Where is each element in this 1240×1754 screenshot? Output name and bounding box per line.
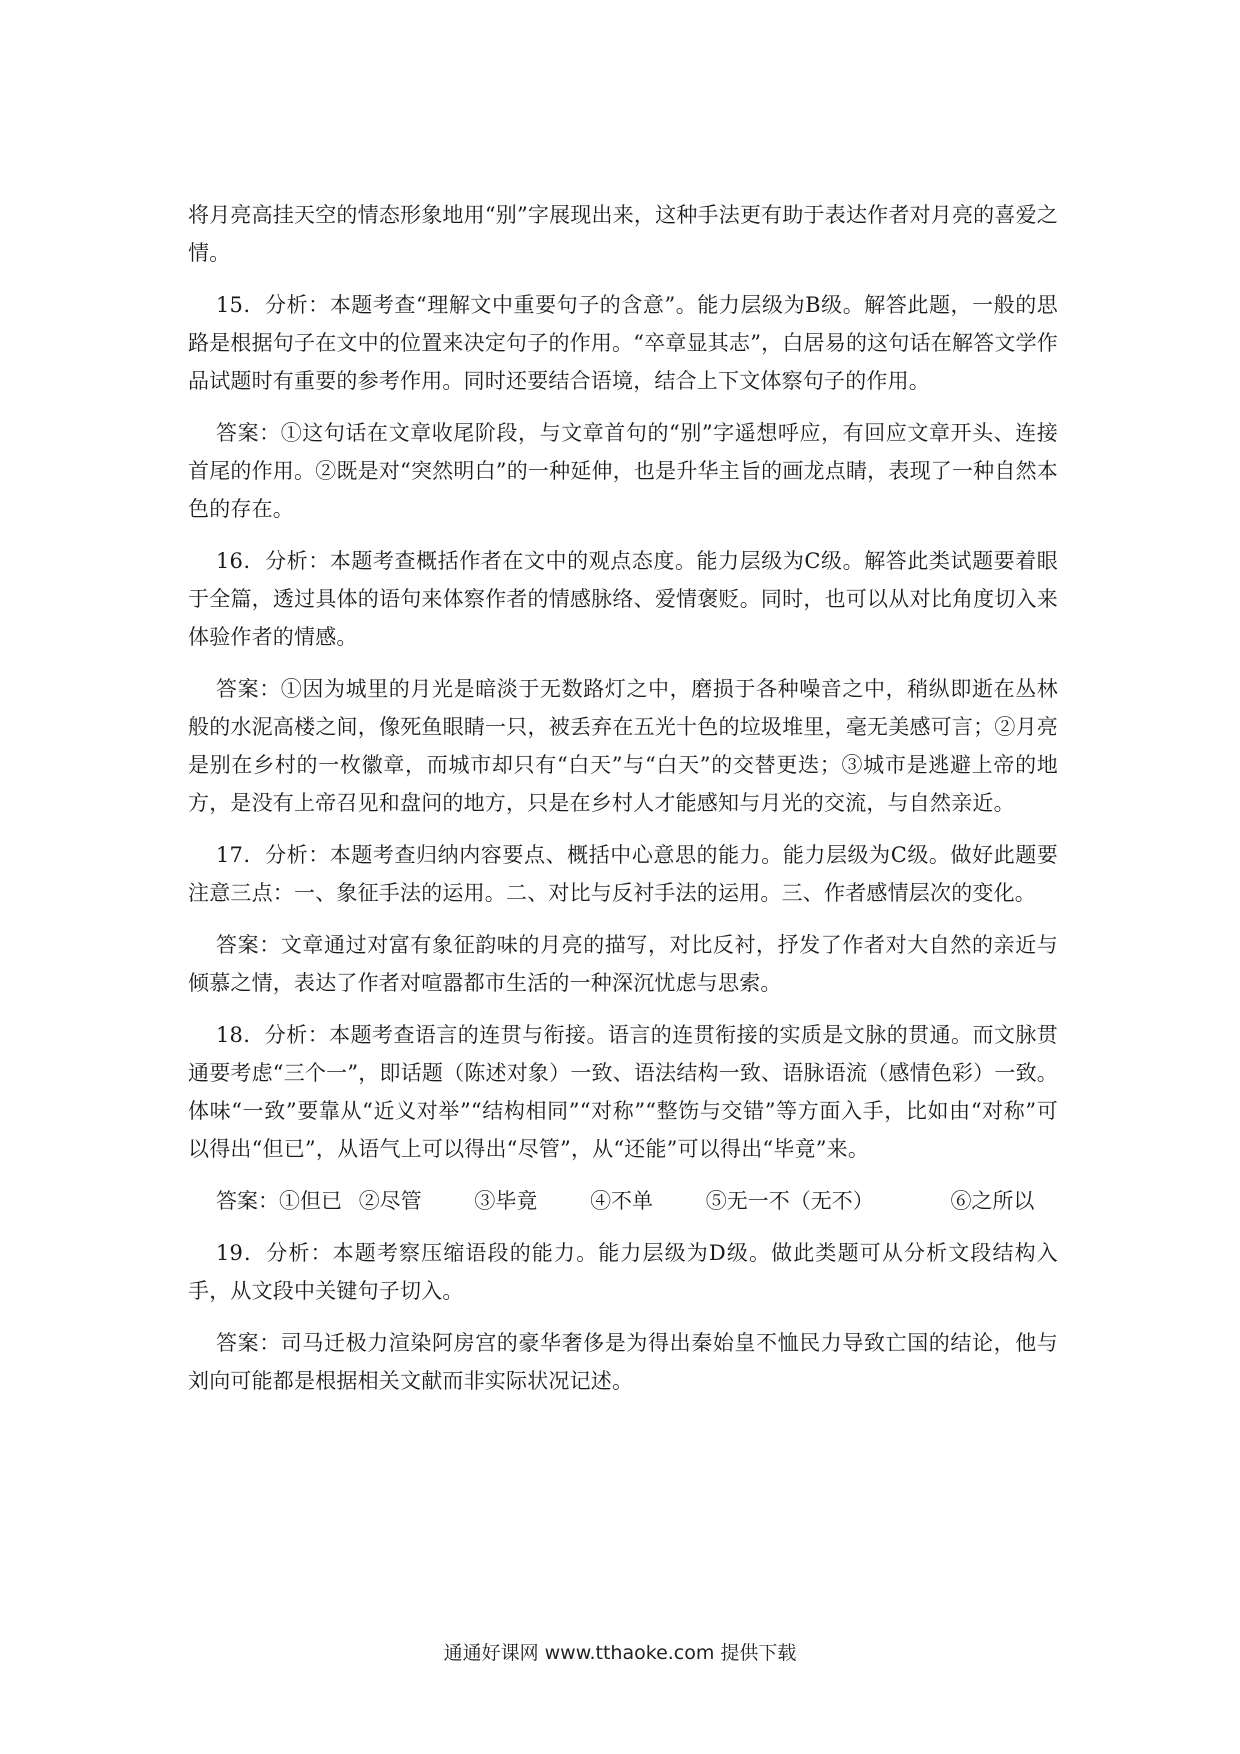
paragraph-q15-answer: 答案：①这句话在文章收尾阶段，与文章首句的“别”字遥想呼应，有回应文章开头、连接首尾的作用。②既是对“突然明白”的一种延伸，也是升华主旨的画龙点睛，表现了一种自然本色的存在。 — [188, 421, 1058, 521]
paragraph-q18-analysis: 18．分析：本题考查语言的连贯与衔接。语言的连贯衔接的实质是文脉的贯通。而文脉贯通要考虑“三个一”，即话题（陈述对象）一致、语法结构一致、语脉语流（感情色彩）一致。体味“一致”要靠从“近义对举”“结构相同”“对称”“整饬与交错”等方面入手，比如由“对称”可以得出“但已”，从语气上可以得出“尽管”，从“还能”可以得出“毕竟”来。 — [188, 1023, 1058, 1161]
paragraph-q16-analysis: 16．分析：本题考查概括作者在文中的观点态度。能力层级为C级。解答此类试题要着眼于全篇，透过具体的语句来体察作者的情感脉络、爱情褒贬。同时，也可以从对比角度切入来体验作者的情感。 — [188, 549, 1058, 649]
paragraph-q17-analysis: 17．分析：本题考查归纳内容要点、概括中心意思的能力。能力层级为C级。做好此题要注意三点：一、象征手法的运用。二、对比与反衬手法的运用。三、作者感情层次的变化。 — [188, 843, 1058, 905]
q18-answer-item: ②尽管 — [358, 1189, 422, 1213]
q18-answer-item: ⑤无一不（无不） — [705, 1189, 874, 1213]
q18-answer-item: ⑥之所以 — [950, 1189, 1035, 1213]
paragraph-q17-answer: 答案：文章通过对富有象征韵味的月亮的描写，对比反衬，抒发了作者对大自然的亲近与倾慕之情，表达了作者对喧嚣都市生活的一种深沉忧虑与思索。 — [188, 933, 1058, 995]
page-footer: 通通好课网 www.tthaoke.com 提供下载 — [443, 1642, 797, 1664]
q18-answer-item: ③毕竟 — [474, 1189, 538, 1213]
paragraph-q19-analysis: 19．分析：本题考察压缩语段的能力。能力层级为D级。做此类题可从分析文段结构入手，从文段中关键句子切入。 — [188, 1241, 1058, 1303]
paragraph-q15-analysis: 15．分析：本题考查“理解文中重要句子的含意”。能力层级为B级。解答此题，一般的思路是根据句子在文中的位置来决定句子的作用。“卒章显其志”，白居易的这句话在解答文学作品试题时有重要的参考作用。同时还要结合语境，结合上下文体察句子的作用。 — [188, 293, 1058, 393]
document-body — [188, 196, 1058, 1414]
q18-answer-row — [188, 1182, 1058, 1220]
q18-answer-label: 答案：①但已 — [216, 1189, 342, 1213]
paragraph-q16-answer: 答案：①因为城里的月光是暗淡于无数路灯之中，磨损于各种噪音之中，稍纵即逝在丛林般的水泥高楼之间，像死鱼眼睛一只，被丢弃在五光十色的垃圾堆里，毫无美感可言；②月亮是别在乡村的一枚徽章，而城市却只有“白天”与“白天”的交替更迭；③城市是逃避上帝的地方，是没有上帝召见和盘问的地方，只是在乡村人才能感知与月光的交流，与自然亲近。 — [188, 677, 1058, 815]
paragraph-q19-answer: 答案：司马迁极力渲染阿房宫的豪华奢侈是为得出秦始皇不恤民力导致亡国的结论，他与刘向可能都是根据相关文献而非实际状况记述。 — [188, 1331, 1058, 1393]
paragraph-continued: 将月亮高挂天空的情态形象地用“别”字展现出来，这种手法更有助于表达作者对月亮的喜爱之情。 — [188, 203, 1058, 265]
q18-answer-item: ④不单 — [590, 1189, 654, 1213]
